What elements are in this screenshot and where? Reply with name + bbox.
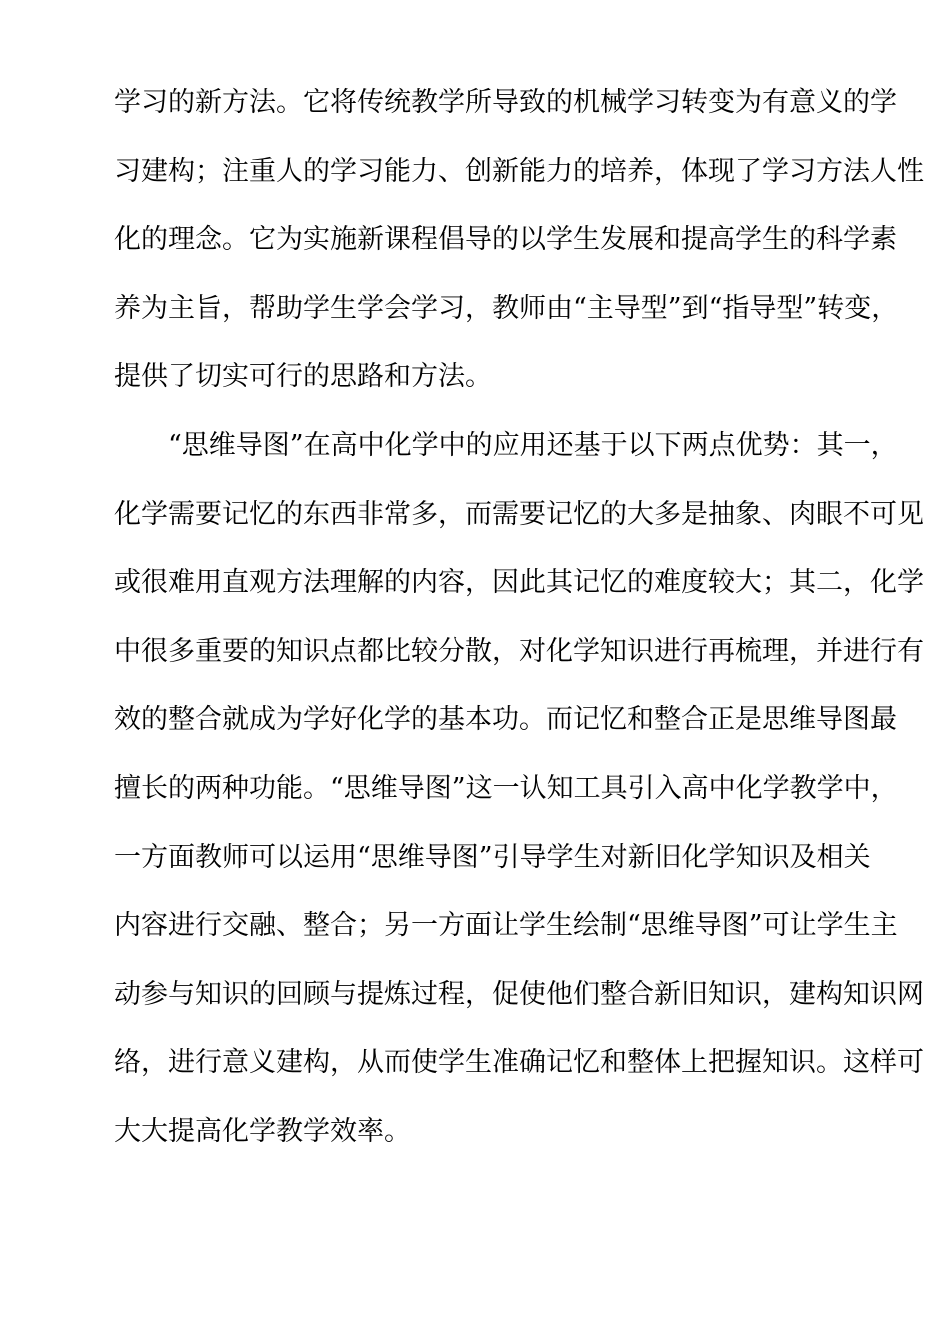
- text-line: 化学需要记忆的东西非常多，而需要记忆的大多是抽象、肉眼不可见: [114, 498, 924, 530]
- text-line: 提供了切实可行的思路和方法。: [114, 361, 492, 393]
- paragraph-1-continued: [114, 80, 924, 423]
- text-line: 大大提高化学教学效率。: [114, 1115, 411, 1147]
- text-line: 学习的新方法。它将传统教学所导致的机械学习转变为有意义的学: [114, 87, 897, 118]
- text-line: 擅长的两种功能。“思维导图”这一认知工具引入高中化学教学中，: [114, 772, 898, 804]
- text-line: “思维导图”在高中化学中的应用还基于以下两点优势：其一，: [168, 429, 898, 461]
- paragraph-2: [114, 423, 924, 1178]
- text-line: 中很多重要的知识点都比较分散，对化学知识进行再梳理，并进行有: [114, 635, 924, 667]
- text-line: 动参与知识的回顾与提炼过程，促使他们整合新旧知识，建构知识网: [114, 978, 924, 1010]
- body-text: [114, 80, 924, 1178]
- text-line: 习建构；注重人的学习能力、创新能力的培养，体现了学习方法人性: [114, 155, 924, 187]
- text-line: 络，进行意义建构，从而使学生准确记忆和整体上把握知识。这样可: [114, 1047, 924, 1079]
- text-line: 或很难用直观方法理解的内容，因此其记忆的难度较大；其二，化学: [114, 567, 924, 599]
- text-line: 内容进行交融、整合；另一方面让学生绘制“思维导图”可让学生主: [114, 910, 898, 942]
- text-line: 养为主旨，帮助学生学会学习，教师由“主导型”到“指导型”转变，: [114, 292, 899, 324]
- text-line: 化的理念。它为实施新课程倡导的以学生发展和提高学生的科学素: [114, 224, 897, 256]
- text-line: 效的整合就成为学好化学的基本功。而记忆和整合正是思维导图最: [114, 704, 897, 736]
- text-line: 一方面教师可以运用“思维导图”引导学生对新旧化学知识及相关: [114, 841, 871, 873]
